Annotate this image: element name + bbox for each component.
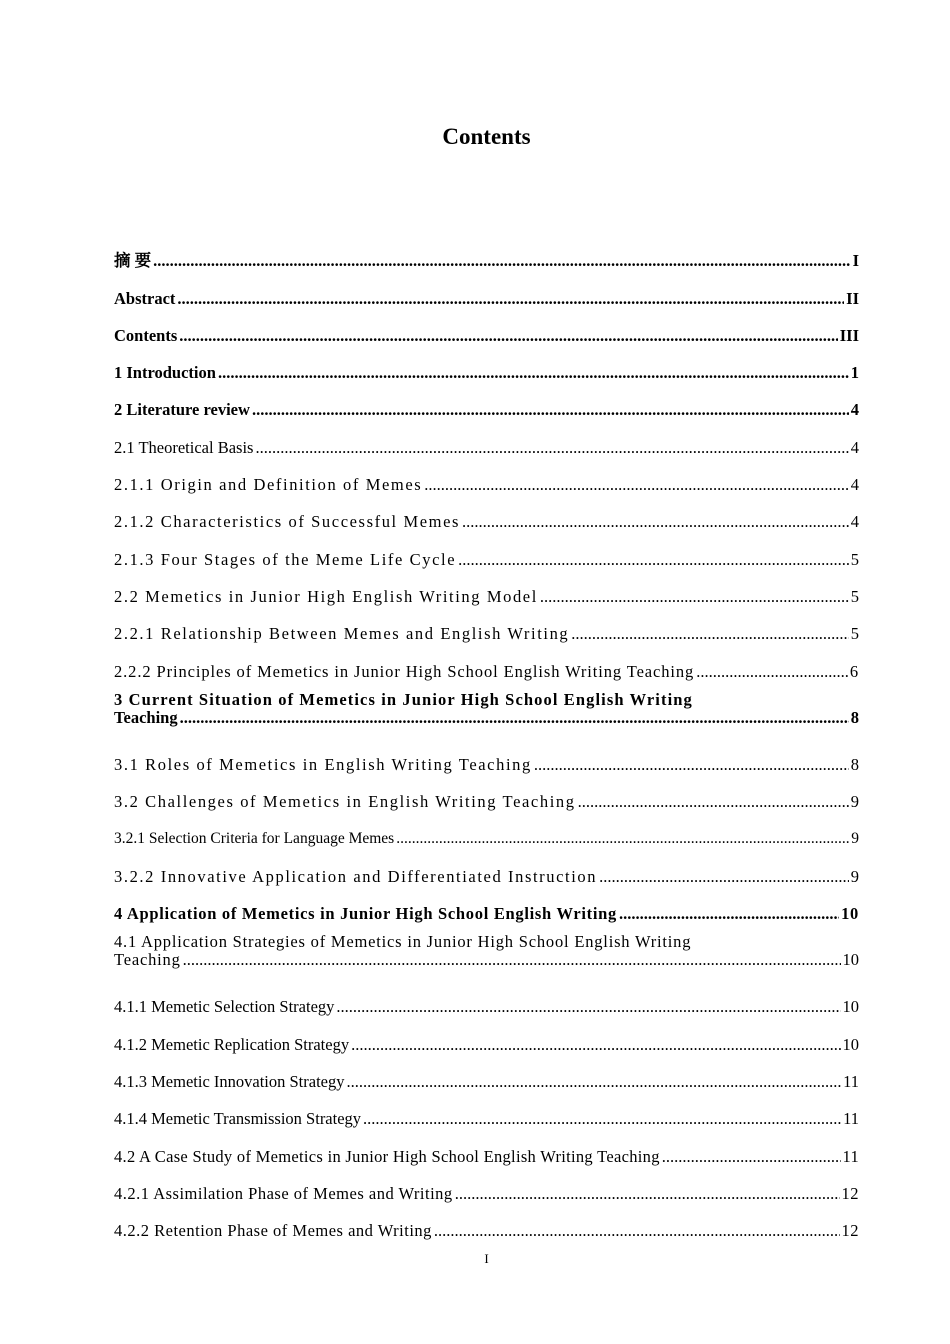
toc-entry-3-2[interactable] [114, 775, 859, 812]
toc-entry-title: 4.1.4 Memetic Transmission Strategy [114, 1109, 362, 1129]
toc-entry-page: 12 [841, 1221, 859, 1241]
toc-entry-title: 3.2 Challenges of Memetics in English Writing Teaching [114, 792, 576, 812]
dot-leader [434, 1221, 840, 1241]
toc-entry-page: 5 [850, 586, 859, 606]
toc-entry-3-2-1[interactable] [114, 812, 859, 849]
toc-entry-page: 9 [850, 792, 859, 812]
dot-leader [458, 550, 849, 570]
dot-leader [396, 829, 849, 849]
toc-entry-3-2-2[interactable] [114, 849, 859, 886]
toc-entry-page: 10 [842, 950, 859, 970]
toc-entry-title: 3.2.2 Innovative Application and Differentiated Instruction [114, 866, 598, 886]
toc-entry-page: II [846, 288, 859, 308]
toc-entry-page: 4 [850, 400, 859, 420]
toc-entry-title: 1 Introduction [114, 363, 216, 383]
toc-entry-title: 2.1 Theoretical Basis [114, 437, 254, 457]
dot-leader [347, 1072, 842, 1092]
toc-entry-4-2[interactable] [114, 1129, 859, 1166]
toc-entry-4-1-1[interactable] [114, 980, 859, 1017]
toc-entry-abstract-chinese[interactable] [114, 234, 859, 271]
toc-entry-page: 6 [849, 661, 859, 681]
toc-entry-title: 4.1.2 Memetic Replication Strategy [114, 1034, 350, 1054]
dot-leader [540, 587, 849, 607]
toc-entry-3-1[interactable] [114, 738, 859, 775]
toc-entry-page: 5 [850, 549, 859, 569]
toc-entry-literature-review[interactable] [114, 383, 859, 420]
toc-entry-title: 2.1.2 Characteristics of Successful Memes [114, 512, 461, 532]
toc-entry-page: 8 [850, 707, 859, 727]
toc-entry-title: 4 Application of Memetics in Junior High School English Writing [114, 904, 617, 924]
toc-entry-2-2-2[interactable] [114, 644, 859, 681]
dot-leader [363, 1109, 841, 1129]
toc-entry-title-line1: 4.1 Application Strategies of Memetics in Junior High School English Writing [114, 932, 692, 952]
toc-entry-title: 4.2.2 Retention Phase of Memes and Writing [114, 1221, 432, 1241]
toc-entry-page: I [852, 251, 859, 271]
toc-entry-page: 4 [850, 475, 859, 495]
toc-entry-line2 [114, 952, 859, 968]
toc-entry-title: 4.2 A Case Study of Memetics in Junior High School English Writing Teaching [114, 1146, 660, 1166]
dot-leader [455, 1184, 840, 1204]
dot-leader [183, 952, 841, 968]
toc-entry-title: 2.2 Memetics in Junior High English Writing Model [114, 586, 538, 606]
toc-entry-page: 12 [841, 1183, 859, 1203]
dot-leader [424, 475, 848, 495]
toc-entry-page: 8 [850, 754, 859, 774]
toc-entry-application[interactable] [114, 887, 859, 924]
page-number: I [484, 1251, 489, 1266]
dot-leader [578, 792, 849, 812]
toc-entry-page: 10 [842, 997, 859, 1017]
toc-entry-abstract[interactable] [114, 271, 859, 308]
toc-entry-page: 11 [842, 1146, 859, 1166]
toc-entry-title-line2: Teaching [114, 707, 178, 727]
toc-entry-title-line2: Teaching [114, 950, 181, 970]
toc-entry-title: Abstract [114, 288, 176, 308]
dot-leader [462, 512, 849, 532]
toc-entry-title: 4.1.3 Memetic Innovation Strategy [114, 1071, 345, 1091]
toc-entry-4-1-3[interactable] [114, 1055, 859, 1092]
toc-entry-title: 2.1.1 Origin and Definition of Memes [114, 475, 423, 495]
toc-entry-page: 11 [843, 1109, 859, 1129]
toc-entry-page: 1 [850, 363, 859, 383]
toc-entry-2-1[interactable] [114, 420, 859, 457]
toc-entry-page: III [839, 325, 859, 345]
toc-entry-page: 10 [842, 1034, 859, 1054]
toc-entry-2-1-1[interactable] [114, 458, 859, 495]
toc-entry-page: 5 [850, 624, 859, 644]
dot-leader [180, 710, 849, 726]
toc-entry-title: 3.1 Roles of Memetics in English Writing Teaching [114, 754, 532, 774]
toc-entry-introduction[interactable] [114, 346, 859, 383]
toc-entry-title: 2.2.2 Principles of Memetics in Junior High School English Writing Teaching [114, 661, 695, 681]
toc-entry-title: 4.2.1 Assimilation Phase of Memes and Writing [114, 1183, 453, 1203]
toc-entry-page: 10 [841, 904, 859, 924]
toc-entry-title: 2.2.1 Relationship Between Memes and English Writing [114, 624, 570, 644]
toc-entry-4-1-4[interactable] [114, 1092, 859, 1129]
toc-entry-4-2-2[interactable] [114, 1204, 859, 1241]
toc-entry-title: 2 Literature review [114, 400, 250, 420]
toc-entry-title: Contents [114, 325, 178, 345]
dot-leader [252, 400, 849, 420]
dot-leader [351, 1035, 840, 1055]
dot-leader [153, 251, 850, 271]
dot-leader [255, 438, 848, 458]
toc-entry-2-2[interactable] [114, 570, 859, 607]
toc-entry-4-2-1[interactable] [114, 1167, 859, 1204]
toc-entry-title: 2.1.3 Four Stages of the Meme Life Cycle [114, 549, 457, 569]
dot-leader [179, 326, 837, 346]
dot-leader [336, 997, 840, 1017]
toc-entry-title: 4.1.1 Memetic Selection Strategy [114, 997, 335, 1017]
toc-entry-4-1-2[interactable] [114, 1017, 859, 1054]
toc-entry-line2 [114, 707, 859, 727]
toc-entry-2-2-1[interactable] [114, 607, 859, 644]
page-title: Contents [442, 124, 531, 149]
toc-entry-title: 3.2.1 Selection Criteria for Language Memes [114, 830, 395, 848]
dot-leader [571, 624, 848, 644]
toc-entry-page: 9 [850, 866, 859, 886]
toc-entry-current-situation[interactable] [114, 682, 859, 738]
toc-entry-contents[interactable] [114, 309, 859, 346]
dot-leader [534, 755, 849, 775]
dot-leader [696, 662, 848, 682]
dot-leader [177, 289, 844, 309]
toc-entry-title: 摘 要 [114, 251, 152, 271]
toc-entry-page: 4 [850, 437, 859, 457]
dot-leader [619, 904, 839, 924]
toc-entry-page: 4 [850, 512, 859, 532]
toc-entry-title-line1: 3 Current Situation of Memetics in Junior High School English Writing [114, 689, 693, 709]
toc-entry-4-1[interactable] [114, 924, 859, 980]
dot-leader [599, 867, 849, 887]
toc-entry-2-1-2[interactable] [114, 495, 859, 532]
table-of-contents [114, 234, 859, 1241]
toc-entry-page: 9 [851, 830, 859, 848]
dot-leader [662, 1147, 841, 1167]
dot-leader [218, 363, 849, 383]
toc-entry-2-1-3[interactable] [114, 532, 859, 569]
toc-entry-page: 11 [843, 1071, 859, 1091]
